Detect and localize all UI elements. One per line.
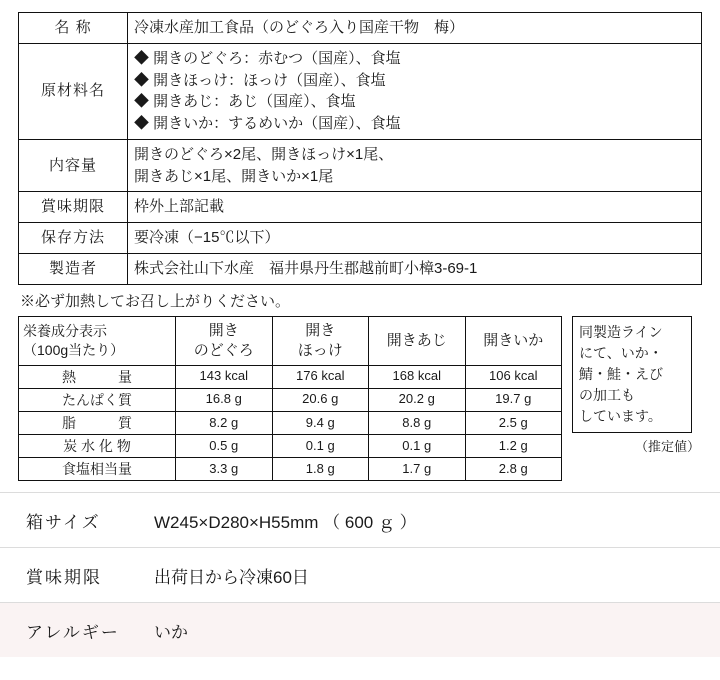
spec-label: アレルギー: [26, 622, 120, 642]
nutrition-value: 2.5 g: [465, 411, 562, 434]
nutrition-value: 3.3 g: [176, 458, 273, 481]
spec-value: いか: [154, 622, 188, 642]
estimated-value-note: （推定値）: [634, 438, 700, 454]
shared-line-note: [572, 316, 692, 433]
nutrition-col-hokke: [272, 316, 369, 365]
table-row: [19, 223, 702, 254]
table-row: [19, 192, 702, 223]
nutrition-value: 168 kcal: [369, 365, 466, 388]
nutrition-table: [18, 316, 562, 482]
nutrition-row-label: 食塩相当量: [19, 458, 176, 481]
table-row: [19, 253, 702, 284]
table-row: [19, 13, 702, 44]
col-label-bottom: のどぐろ: [193, 341, 254, 359]
shared-line-note-line: 同製造ライン: [579, 323, 663, 340]
quantity-line: 開きあじ×1尾、開きいか×1尾: [134, 167, 334, 185]
ingredient-line: ◆ 開きほっけ：ほっけ（国産）、食塩: [134, 71, 386, 89]
label-value-best-before: 枠外上部記載: [128, 192, 702, 223]
ingredient-line: ◆ 開きのどぐろ：赤むつ（国産）、食塩: [134, 49, 401, 67]
spec-label: 箱サイズ: [26, 512, 101, 532]
col-label-top: 開き: [305, 322, 336, 339]
label-head-manufacturer: 製造者: [19, 253, 128, 284]
nutrition-corner-cell: [19, 316, 176, 365]
nutrition-value: 0.1 g: [369, 435, 466, 458]
table-row: [19, 365, 562, 388]
label-head-quantity: 内容量: [19, 139, 128, 192]
ingredient-line: ◆ 開きいか：するめいか（国産）、食塩: [134, 115, 401, 132]
nutrition-title: 栄養成分表示: [23, 322, 107, 339]
nutrition-value: 2.8 g: [465, 458, 562, 481]
nutrition-basis: （100g当たり）: [23, 341, 125, 358]
allergen-line-note-column: [572, 316, 702, 455]
table-row: [19, 388, 562, 411]
spec-row-allergy: [0, 602, 720, 657]
label-value-quantity: [128, 139, 702, 192]
quantity-line: 開きのどぐろ×2尾、開きほっけ×1尾、: [134, 145, 394, 163]
nutrition-value: 0.5 g: [176, 435, 273, 458]
shared-line-note-line: 鯖・鮭・えび: [579, 365, 663, 382]
label-value-ingredients: [128, 43, 702, 139]
table-row: [19, 435, 562, 458]
nutrition-value: 20.6 g: [272, 388, 369, 411]
nutrition-area: [18, 316, 702, 482]
nutrition-value: 16.8 g: [176, 388, 273, 411]
label-value-storage: 要冷凍（−15℃以下）: [128, 223, 702, 254]
nutrition-value: 106 kcal: [465, 365, 562, 388]
nutrition-value: 8.2 g: [176, 411, 273, 434]
spec-value: 出荷日から冷凍60日: [154, 567, 309, 587]
label-value-manufacturer: 株式会社山下水産 福井県丹生郡越前町小樟3-69-1: [128, 253, 702, 284]
ingredient-line: ◆ 開きあじ：あじ（国産）、食塩: [134, 93, 356, 111]
nutrition-value: 1.8 g: [272, 458, 369, 481]
nutrition-value: 143 kcal: [176, 365, 273, 388]
spec-row-box-size: [0, 492, 720, 547]
nutrition-value: 176 kcal: [272, 365, 369, 388]
col-label-bottom: ほっけ: [297, 341, 343, 359]
nutrition-value: 1.2 g: [465, 435, 562, 458]
shared-line-note-line: にて、いか・: [579, 344, 663, 361]
nutrition-row-label: 炭 水 化 物: [19, 435, 176, 458]
nutrition-value: 8.8 g: [369, 411, 466, 434]
spec-row-best-before: [0, 547, 720, 602]
spec-value: W245×D280×H55mm （ 600 ｇ ）: [154, 512, 417, 532]
nutrition-value: 9.4 g: [272, 411, 369, 434]
table-row: [19, 411, 562, 434]
table-row: [19, 43, 702, 139]
shared-line-note-line: しています。: [579, 407, 662, 424]
table-row: [19, 139, 702, 192]
nutrition-col-ika: 開きいか: [465, 316, 562, 365]
label-head-ingredients: 原材料名: [19, 43, 128, 139]
nutrition-col-nodoguro: [176, 316, 273, 365]
label-value-name: 冷凍水産加工食品（のどぐろ入り国産干物 梅）: [128, 13, 702, 44]
nutrition-value: 19.7 g: [465, 388, 562, 411]
col-label-top: 開き: [208, 322, 239, 339]
label-head-storage: 保存方法: [19, 223, 128, 254]
heating-note: ※必ず加熱してお召し上がりください。: [20, 292, 291, 310]
nutrition-row-label: たんぱく質: [19, 388, 176, 411]
nutrition-col-aji: 開きあじ: [369, 316, 466, 365]
label-head-best-before: 賞味期限: [19, 192, 128, 223]
nutrition-value: 0.1 g: [272, 435, 369, 458]
table-row: [19, 458, 562, 481]
product-label-table: [18, 12, 702, 285]
shared-line-note-line: の加工も: [579, 386, 635, 403]
spec-list: [0, 492, 720, 657]
nutrition-row-label: 脂 質: [19, 411, 176, 434]
nutrition-value: 1.7 g: [369, 458, 466, 481]
nutrition-header-row: [19, 316, 562, 365]
label-head-name: 名 称: [19, 13, 128, 44]
nutrition-value: 20.2 g: [369, 388, 466, 411]
spec-label: 賞味期限: [26, 567, 102, 587]
nutrition-row-label: 熱 量: [19, 365, 176, 388]
